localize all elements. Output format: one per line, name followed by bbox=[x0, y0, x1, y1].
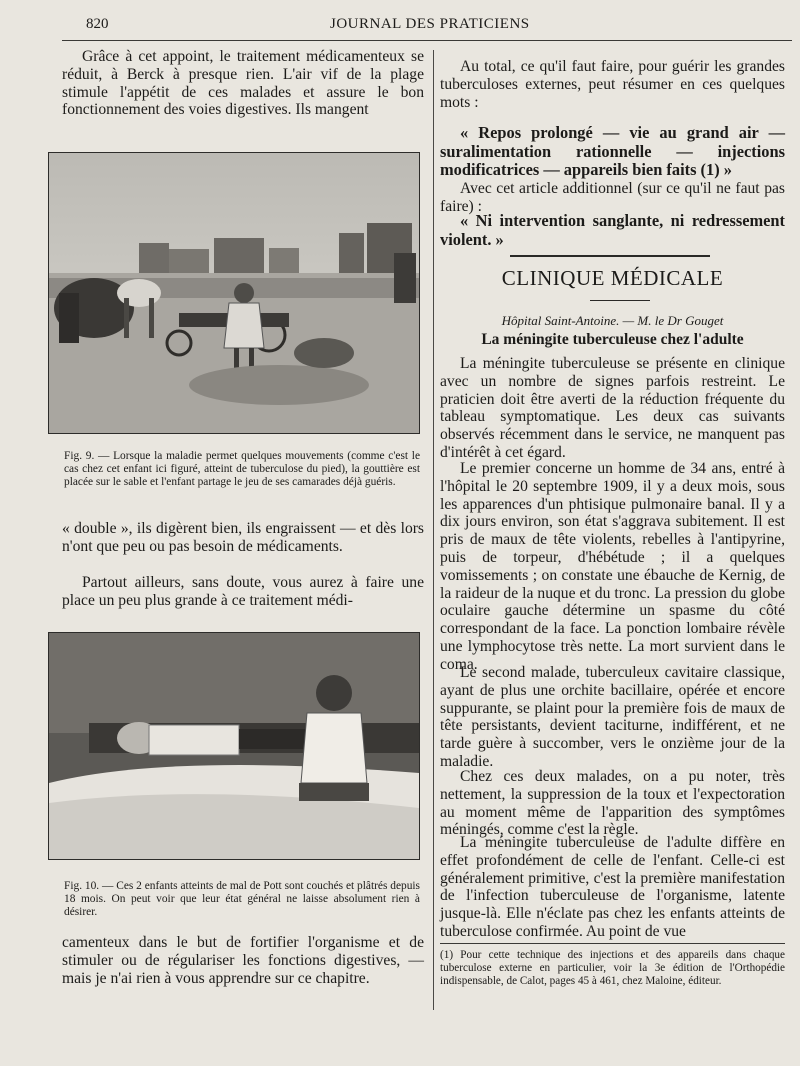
running-header-title: JOURNAL DES PRATICIENS bbox=[330, 16, 530, 32]
left-paragraph-4: camenteux dans le but de fortifier l'organisme et de stimuler ou de régulariser les fonctions digestives, — mais je n'ai rien à vous apprendre sur ce chapitre. bbox=[62, 934, 424, 987]
hospital-byline: Hôpital Saint-Antoine. — M. le Dr Gouget bbox=[501, 313, 724, 328]
figure-10-photo bbox=[48, 632, 420, 860]
right-paragraph-4: Le premier concerne un homme de 34 ans, entré à l'hôpital le 20 septembre 1909, il y a deux mois, sous les apparences d'un phtisique pulmonaire banal. Il y a dix jours environ, son état s'aggrava subitement. Il est pris de maux de tête violents, rebelles à l'antipyrine, puis de torpeur, d'hébétude ; il a quelques vomissements ; on constate une ébauche de Kernig, de la raideur de la nuque et du tronc. La pression du globe oculaire gauche détermine un spasme du côté correspondant de la face. La ponction lombaire révèle une lymphocytose très nette. La mort survient dans le coma. bbox=[440, 460, 785, 673]
motto-ni-intervention: « Ni intervention sanglante, ni redressement violent. » bbox=[440, 211, 785, 249]
figure-10-caption: Fig. 10. — Ces 2 enfants atteints de mal de Pott sont couchés et plâtrés depuis 18 mois. On peut voir que leur état général ne laisse absolument rien à désirer. bbox=[64, 880, 420, 918]
motto-repos-prolonge: « Repos prolongé — vie au grand air — suralimentation rationnelle — injections modificatrices — appareils bien faits (1) » bbox=[440, 123, 785, 180]
section-rule-top bbox=[510, 255, 710, 257]
article-title: La méningite tuberculeuse chez l'adulte bbox=[481, 331, 744, 348]
right-paragraph-7: La méningite tuberculeuse de l'adulte diffère en effet profondément de celle de l'enfant. Celle-ci est généralement primitive, c'est la première manifestation de l'infection tuberculeuse de l'organisme, latente jusque-là. Elle n'éclate pas chez les enfants atteints de tuberculose confirmée. Au point de vue bbox=[440, 834, 785, 940]
right-paragraph-3: La méningite tuberculeuse se présente en clinique avec un nombre de signes parfois restreint. Le praticien doit être averti de la réduction fréquente du tableau symptomatique. Les deux cas suivants observés récemment dans le service, ne manquent pas d'intérêt à cet égard. bbox=[440, 355, 785, 461]
children-in-casts-illustration bbox=[49, 633, 419, 859]
beach-scene-illustration bbox=[49, 153, 419, 433]
section-rule-bottom bbox=[590, 300, 650, 301]
right-paragraph-1: Au total, ce qu'il faut faire, pour guérir les grandes tuberculoses externes, peut résumer en ces quelques mots : bbox=[440, 58, 785, 111]
header-rule bbox=[62, 40, 792, 41]
column-divider bbox=[433, 50, 434, 1010]
right-paragraph-6: Chez ces deux malades, on a pu noter, très nettement, la suppression de la toux et l'expectoration au moment même de l'apparition des symptômes méningés, comme c'est la règle. bbox=[440, 768, 785, 839]
figure-9-photo bbox=[48, 152, 420, 434]
footnote: (1) Pour cette technique des injections et des appareils dans chaque tuberculose externe en particulier, voir la 3e édition de l'Orthopédie indispensable, de Calot, pages 45 à 461, chez Maloine, éditeur. bbox=[440, 949, 785, 987]
right-paragraph-5: Le second malade, tuberculeux cavitaire classique, ayant de plus une orchite bacillaire, opérée et encore suppurante, se plaint pour la première fois de maux de tête persistants, devient taciturne, indifférent, et ne tarde guère à succomber, vers le onzième jour de la maladie. bbox=[440, 664, 785, 770]
page-number: 820 bbox=[86, 16, 109, 32]
left-paragraph-2: « double », ils digèrent bien, ils engraissent — et dès lors n'ont que peu ou pas besoin de médicaments. bbox=[62, 520, 424, 555]
figure-9-caption: Fig. 9. — Lorsque la maladie permet quelques mouvements (comme c'est le cas chez cet enfant ici figuré, atteint de tuberculose du pied), la gouttière est placée sur le sable et l'enfant partage le jeu de ses camarades déjà guéris. bbox=[64, 450, 420, 488]
left-paragraph-1: Grâce à cet appoint, le traitement médicamenteux se réduit, à Berck à presque rien. L'air vif de la plage stimule l'appétit de ces malades et assure le bon fonctionnement des voies digestives. Ils mangent bbox=[62, 48, 424, 119]
right-paragraph-2: Avec cet article additionnel (sur ce qu'il ne faut pas faire) : bbox=[440, 180, 785, 215]
footnote-rule bbox=[440, 943, 785, 944]
section-title: CLINIQUE MÉDICALE bbox=[501, 266, 724, 290]
left-paragraph-3: Partout ailleurs, sans doute, vous aurez à faire une place un peu plus grande à ce traitement médi- bbox=[62, 574, 424, 609]
